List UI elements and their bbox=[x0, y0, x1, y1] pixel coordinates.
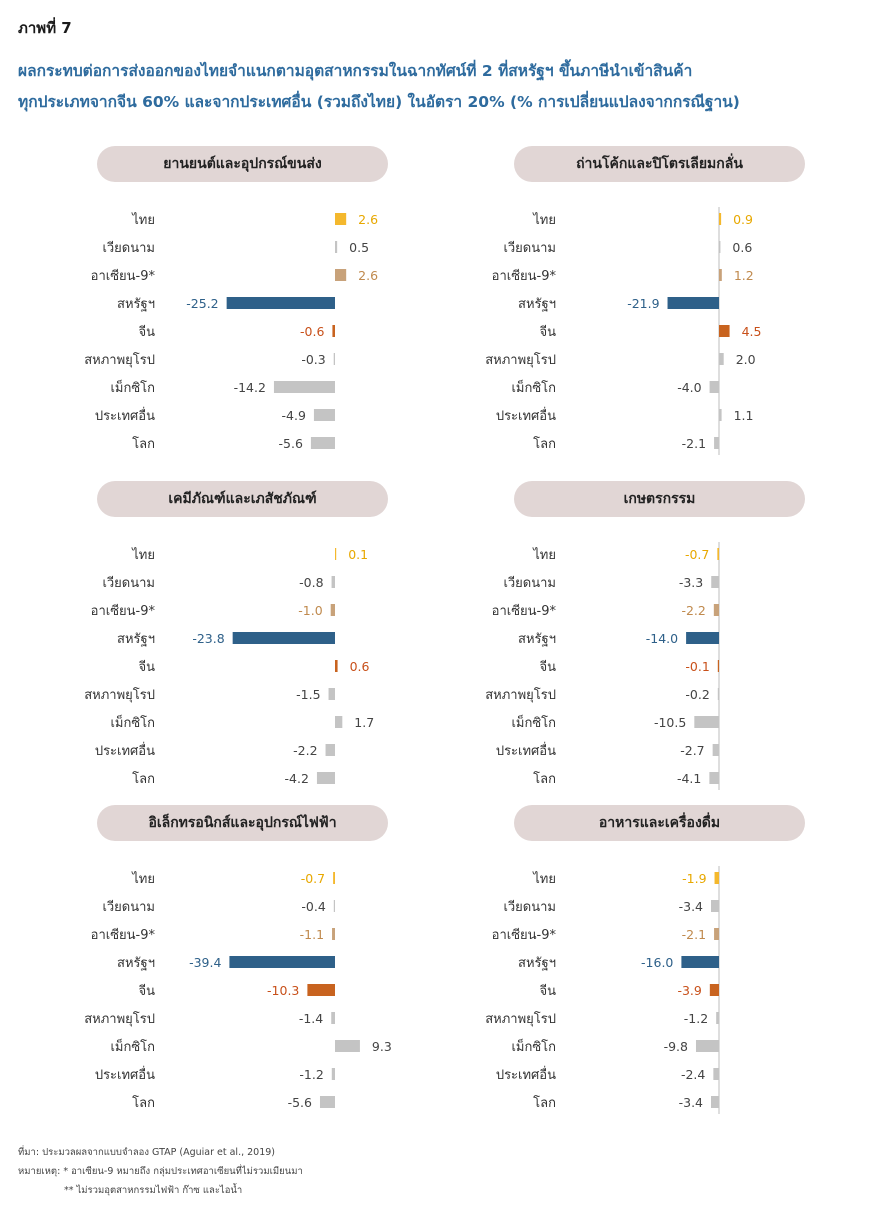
value-label-others: -2.4 bbox=[680, 1067, 706, 1082]
category-label-usa: สหรัฐฯ bbox=[117, 632, 155, 647]
category-label-world: โลก bbox=[533, 1096, 556, 1111]
figure-title-line-2: ทุกประเภทจากจีน 60% และจากประเทศอื่น (รวมถึงไทย) ในอัตรา 20% (% การเปลี่ยนแปลงจากกรณีฐาน) bbox=[18, 93, 740, 111]
bar-asean9 bbox=[719, 269, 722, 281]
category-label-vietnam: เวียดนาม bbox=[503, 241, 556, 256]
bar-others bbox=[713, 1068, 719, 1080]
value-label-mexico: 9.3 bbox=[371, 1039, 392, 1054]
bar-others bbox=[314, 409, 335, 421]
category-label-vietnam: เวียดนาม bbox=[503, 576, 556, 591]
category-label-eu: สหภาพยุโรป bbox=[84, 1012, 155, 1027]
panel-title: ยานยนต์และอุปกรณ์ขนส่ง bbox=[97, 146, 388, 182]
category-label-china: จีน bbox=[138, 660, 155, 675]
bar-world bbox=[714, 437, 719, 449]
bar-mexico bbox=[335, 716, 342, 728]
bar-eu bbox=[331, 1012, 335, 1024]
value-label-eu: 2.0 bbox=[735, 352, 756, 367]
category-label-eu: สหภาพยุโรป bbox=[485, 688, 556, 703]
category-label-mexico: เม็กซิโก bbox=[110, 1040, 155, 1055]
category-label-eu: สหภาพยุโรป bbox=[485, 1012, 556, 1027]
bar-chart bbox=[420, 805, 840, 1123]
bar-world bbox=[311, 437, 335, 449]
panel-title: อาหารและเครื่องดื่ม bbox=[514, 805, 805, 841]
bar-vietnam bbox=[711, 576, 719, 588]
value-label-usa: -25.2 bbox=[186, 296, 219, 311]
value-label-others: -1.2 bbox=[299, 1067, 324, 1082]
value-label-china: -3.9 bbox=[677, 983, 702, 998]
bar-china bbox=[718, 660, 719, 672]
bar-eu bbox=[716, 1012, 719, 1024]
value-label-usa: -14.0 bbox=[645, 631, 679, 646]
category-label-mexico: เม็กซิโก bbox=[110, 716, 155, 731]
bar-thailand bbox=[335, 213, 346, 225]
value-label-asean9: -2.2 bbox=[681, 603, 706, 618]
bar-eu bbox=[334, 353, 335, 365]
category-label-thailand: ไทย bbox=[533, 213, 556, 228]
category-label-asean9: อาเซียน-9* bbox=[491, 269, 556, 284]
bar-usa bbox=[686, 632, 719, 644]
category-label-others: ประเทศอื่น bbox=[495, 1068, 556, 1083]
category-label-usa: สหรัฐฯ bbox=[518, 297, 556, 312]
chart-panel-food bbox=[420, 805, 840, 1123]
figure-label: ภาพที่ 7 bbox=[18, 19, 72, 37]
category-label-mexico: เม็กซิโก bbox=[511, 1040, 556, 1055]
value-label-china: 0.6 bbox=[349, 659, 370, 674]
category-label-asean9: อาเซียน-9* bbox=[90, 269, 155, 284]
bar-asean9 bbox=[332, 928, 335, 940]
value-label-eu: -0.3 bbox=[301, 352, 326, 367]
value-label-world: -4.1 bbox=[676, 771, 702, 786]
bar-thailand bbox=[717, 548, 719, 560]
category-label-others: ประเทศอื่น bbox=[94, 409, 155, 424]
bar-usa bbox=[681, 956, 719, 968]
category-label-asean9: อาเซียน-9* bbox=[90, 604, 155, 619]
value-label-world: -2.1 bbox=[681, 436, 707, 451]
value-label-vietnam: -0.4 bbox=[301, 899, 326, 914]
value-label-vietnam: -0.8 bbox=[299, 575, 324, 590]
category-label-thailand: ไทย bbox=[132, 213, 155, 228]
value-label-world: -3.4 bbox=[678, 1095, 704, 1110]
category-label-thailand: ไทย bbox=[533, 872, 556, 887]
value-label-china: -10.3 bbox=[267, 983, 300, 998]
value-label-asean9: -1.1 bbox=[299, 927, 325, 942]
bar-world bbox=[711, 1096, 719, 1108]
bar-china bbox=[335, 660, 338, 672]
value-label-china: -0.6 bbox=[300, 324, 325, 339]
category-label-eu: สหภาพยุโรป bbox=[485, 353, 556, 368]
bar-vietnam bbox=[332, 576, 335, 588]
figure-title-line-1: ผลกระทบต่อการส่งออกของไทยจำแนกตามอุตสาหกรรมในฉากทัศน์ที่ 2 ที่สหรัฐฯ ขึ้นภาษีนำเข้าสินค้า bbox=[18, 62, 693, 80]
panel-title: เกษตรกรรม bbox=[514, 481, 805, 517]
value-label-vietnam: 0.5 bbox=[349, 240, 370, 255]
category-label-thailand: ไทย bbox=[533, 548, 556, 563]
value-label-thailand: -0.7 bbox=[684, 547, 710, 562]
value-label-usa: -39.4 bbox=[189, 955, 222, 970]
value-label-mexico: -14.2 bbox=[233, 380, 266, 395]
value-label-eu: -1.2 bbox=[683, 1011, 709, 1026]
value-label-eu: -1.4 bbox=[298, 1011, 324, 1026]
value-label-others: -2.7 bbox=[680, 743, 705, 758]
value-label-mexico: -4.0 bbox=[677, 380, 702, 395]
value-label-asean9: 2.6 bbox=[358, 268, 379, 283]
bar-thailand bbox=[335, 548, 336, 560]
category-label-eu: สหภาพยุโรป bbox=[84, 688, 155, 703]
value-label-mexico: -9.8 bbox=[663, 1039, 688, 1054]
value-label-world: -4.2 bbox=[284, 771, 309, 786]
category-label-usa: สหรัฐฯ bbox=[518, 632, 556, 647]
value-label-thailand: 2.6 bbox=[358, 212, 379, 227]
bar-eu bbox=[719, 353, 724, 365]
category-label-vietnam: เวียดนาม bbox=[102, 576, 155, 591]
category-label-thailand: ไทย bbox=[132, 548, 155, 563]
bar-mexico bbox=[710, 381, 719, 393]
value-label-thailand: -0.7 bbox=[300, 871, 326, 886]
category-label-vietnam: เวียดนาม bbox=[102, 241, 155, 256]
bar-usa bbox=[227, 297, 335, 309]
category-label-world: โลก bbox=[132, 437, 155, 452]
bar-vietnam bbox=[711, 900, 719, 912]
category-label-world: โลก bbox=[132, 772, 155, 787]
chart-panel-vehicles bbox=[0, 146, 420, 464]
value-label-asean9: -2.1 bbox=[681, 927, 707, 942]
bar-thailand bbox=[333, 872, 335, 884]
bar-china bbox=[719, 325, 730, 337]
panel-title: อิเล็กทรอนิกส์และอุปกรณ์ไฟฟ้า bbox=[97, 805, 388, 841]
value-label-asean9: 1.2 bbox=[733, 268, 754, 283]
category-label-asean9: อาเซียน-9* bbox=[491, 928, 556, 943]
bar-china bbox=[332, 325, 335, 337]
value-label-mexico: 1.7 bbox=[354, 715, 375, 730]
value-label-eu: -1.5 bbox=[296, 687, 321, 702]
value-label-vietnam: 0.6 bbox=[732, 240, 753, 255]
value-label-china: 4.5 bbox=[741, 324, 762, 339]
category-label-thailand: ไทย bbox=[132, 872, 155, 887]
category-label-world: โลก bbox=[533, 772, 556, 787]
category-label-usa: สหรัฐฯ bbox=[518, 956, 556, 971]
bar-others bbox=[326, 744, 335, 756]
category-label-usa: สหรัฐฯ bbox=[117, 956, 155, 971]
category-label-others: ประเทศอื่น bbox=[495, 409, 556, 424]
category-label-others: ประเทศอื่น bbox=[94, 1068, 155, 1083]
category-label-asean9: อาเซียน-9* bbox=[491, 604, 556, 619]
category-label-others: ประเทศอื่น bbox=[94, 744, 155, 759]
panel-title: ถ่านโค้กและปิโตรเลียมกลั่น bbox=[514, 146, 805, 182]
chart-panel-petroleum bbox=[420, 146, 840, 464]
bar-thailand bbox=[715, 872, 719, 884]
bar-chart bbox=[0, 481, 420, 799]
value-label-thailand: 0.9 bbox=[733, 212, 754, 227]
value-label-usa: -16.0 bbox=[641, 955, 674, 970]
bar-world bbox=[709, 772, 719, 784]
value-label-china: -0.1 bbox=[685, 659, 710, 674]
bar-mexico bbox=[274, 381, 335, 393]
bar-asean9 bbox=[714, 604, 719, 616]
bar-usa bbox=[229, 956, 335, 968]
bar-chart bbox=[420, 146, 840, 464]
bar-vietnam bbox=[719, 241, 720, 253]
bar-others bbox=[719, 409, 722, 421]
chart-panel-chemicals bbox=[0, 481, 420, 799]
value-label-world: -5.6 bbox=[278, 436, 303, 451]
category-label-world: โลก bbox=[132, 1096, 155, 1111]
category-label-vietnam: เวียดนาม bbox=[102, 900, 155, 915]
category-label-china: จีน bbox=[539, 325, 556, 340]
value-label-others: 1.1 bbox=[733, 408, 754, 423]
category-label-eu: สหภาพยุโรป bbox=[84, 353, 155, 368]
category-label-china: จีน bbox=[138, 984, 155, 999]
value-label-vietnam: -3.3 bbox=[678, 575, 704, 590]
category-label-mexico: เม็กซิโก bbox=[110, 381, 155, 396]
bar-usa bbox=[233, 632, 335, 644]
value-label-eu: -0.2 bbox=[685, 687, 710, 702]
bar-thailand bbox=[719, 213, 721, 225]
bar-asean9 bbox=[331, 604, 335, 616]
panel-title: เคมีภัณฑ์และเภสัชภัณฑ์ bbox=[97, 481, 388, 517]
category-label-world: โลก bbox=[533, 437, 556, 452]
category-label-china: จีน bbox=[539, 984, 556, 999]
bar-asean9 bbox=[714, 928, 719, 940]
value-label-mexico: -10.5 bbox=[653, 715, 687, 730]
bar-others bbox=[332, 1068, 335, 1080]
category-label-mexico: เม็กซิโก bbox=[511, 381, 556, 396]
category-label-mexico: เม็กซิโก bbox=[511, 716, 556, 731]
footer-note: หมายเหตุ: * อาเซียน-9 หมายถึง กลุ่มประเทศอาเซียนที่ไม่รวมเมียนมา bbox=[18, 1166, 303, 1177]
bar-vietnam bbox=[335, 241, 337, 253]
bar-mexico bbox=[696, 1040, 719, 1052]
category-label-asean9: อาเซียน-9* bbox=[90, 928, 155, 943]
bar-eu bbox=[718, 688, 719, 700]
value-label-thailand: -1.9 bbox=[682, 871, 707, 886]
bar-world bbox=[320, 1096, 335, 1108]
footer-note-2: ** ไม่รวมอุตสาหกรรมไฟฟ้า ก๊าซ และไอน้ำ bbox=[64, 1185, 243, 1196]
category-label-china: จีน bbox=[539, 660, 556, 675]
value-label-usa: -21.9 bbox=[627, 296, 660, 311]
category-label-usa: สหรัฐฯ bbox=[117, 297, 155, 312]
value-label-asean9: -1.0 bbox=[298, 603, 323, 618]
value-label-usa: -23.8 bbox=[192, 631, 225, 646]
footer-source: ที่มา: ประมวลผลจากแบบจำลอง GTAP (Aguiar et al., 2019) bbox=[18, 1147, 276, 1158]
value-label-thailand: 0.1 bbox=[348, 547, 369, 562]
category-label-vietnam: เวียดนาม bbox=[503, 900, 556, 915]
bar-china bbox=[307, 984, 335, 996]
bar-chart bbox=[0, 805, 420, 1123]
bar-vietnam bbox=[334, 900, 335, 912]
category-label-others: ประเทศอื่น bbox=[495, 744, 556, 759]
bar-usa bbox=[668, 297, 719, 309]
bar-others bbox=[713, 744, 719, 756]
bar-mexico bbox=[335, 1040, 360, 1052]
value-label-world: -5.6 bbox=[287, 1095, 312, 1110]
chart-panel-agriculture bbox=[420, 481, 840, 799]
category-label-china: จีน bbox=[138, 325, 155, 340]
chart-panel-electronics bbox=[0, 805, 420, 1123]
value-label-vietnam: -3.4 bbox=[678, 899, 704, 914]
bar-asean9 bbox=[335, 269, 346, 281]
bar-world bbox=[317, 772, 335, 784]
bar-eu bbox=[329, 688, 335, 700]
bar-chart bbox=[0, 146, 420, 464]
bar-chart bbox=[420, 481, 840, 799]
bar-china bbox=[710, 984, 719, 996]
value-label-others: -2.2 bbox=[293, 743, 318, 758]
value-label-others: -4.9 bbox=[281, 408, 306, 423]
bar-mexico bbox=[694, 716, 719, 728]
